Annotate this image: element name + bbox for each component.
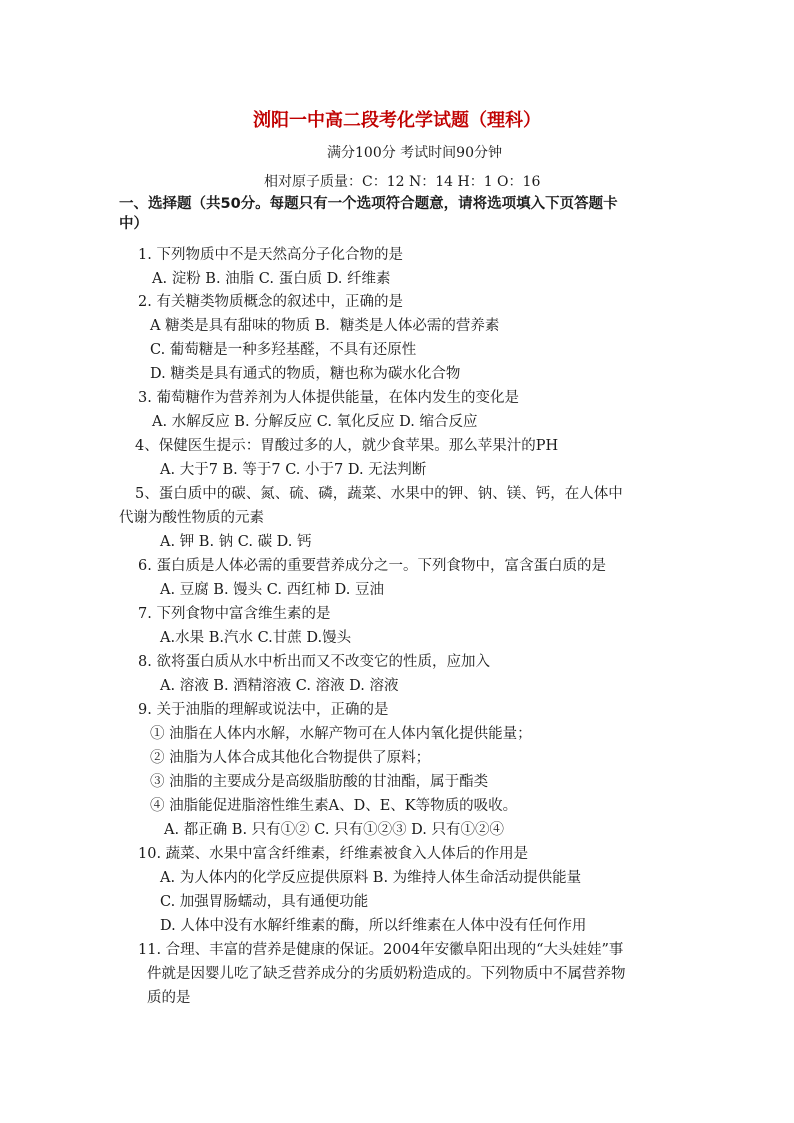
question-11-stem-line2: 件就是因婴儿吃了缺乏营养成分的劣质奶粉造成的。下列物质中不属营养物 bbox=[147, 966, 626, 982]
question-9-statement-2: ② 油脂为人体合成其他化合物提供了原料； bbox=[150, 750, 431, 766]
question-8-stem: 8. 欲将蛋白质从水中析出而又不改变它的性质，应加入 bbox=[138, 654, 490, 670]
question-3-stem: 3. 葡萄糖作为营养剂为人体提供能量，在体内发生的变化是 bbox=[138, 390, 519, 406]
question-3-options: A. 水解反应 B. 分解反应 C. 氧化反应 D. 缩合反应 bbox=[152, 414, 478, 430]
question-4-options: A. 大于7 B. 等于7 C. 小于7 D. 无法判断 bbox=[160, 462, 427, 478]
question-9-stem: 9. 关于油脂的理解或说法中，正确的是 bbox=[138, 702, 389, 718]
question-5-stem-line2: 代谢为酸性物质的元素 bbox=[119, 510, 264, 526]
question-8-options: A. 溶液 B. 酒精溶液 C. 溶液 D. 溶液 bbox=[160, 678, 399, 694]
section-heading-line2: 中） bbox=[119, 216, 148, 232]
question-9-statement-3: ③ 油脂的主要成分是高级脂肪酸的甘油酯，属于酯类 bbox=[150, 774, 489, 790]
question-2-options-ab: A 糖类是具有甜味的物质 B．糖类是人体必需的营养素 bbox=[150, 318, 500, 334]
question-4-stem: 4、保健医生提示：胃酸过多的人，就少食苹果。那么苹果汁的PH bbox=[135, 438, 559, 454]
question-2-stem: 2. 有关糖类物质概念的叙述中，正确的是 bbox=[138, 294, 403, 310]
question-1-options: A. 淀粉 B. 油脂 C. 蛋白质 D. 纤维素 bbox=[152, 271, 391, 287]
atomic-masses-info: 相对原子质量：C：12 N：14 H：1 O：16 bbox=[264, 174, 541, 190]
question-6-options: A. 豆腐 B. 馒头 C. 西红柿 D. 豆油 bbox=[160, 582, 385, 598]
question-6-stem: 6. 蛋白质是人体必需的重要营养成分之一。下列食物中，富含蛋白质的是 bbox=[138, 558, 606, 574]
question-9-options: A. 都正确 B. 只有①② C. 只有①②③ D. 只有①②④ bbox=[164, 822, 505, 838]
question-10-option-d: D. 人体中没有水解纤维素的酶，所以纤维素在人体中没有任何作用 bbox=[160, 918, 587, 934]
question-9-statement-1: ① 油脂在人体内水解，水解产物可在人体内氧化提供能量； bbox=[150, 726, 532, 742]
question-2-option-c: C. 葡萄糖是一种多羟基醛，不具有还原性 bbox=[150, 342, 417, 358]
question-5-options: A. 钾 B. 钠 C. 碳 D. 钙 bbox=[160, 534, 312, 550]
question-11-stem-line3: 质的是 bbox=[147, 990, 191, 1006]
question-10-stem: 10. 蔬菜、水果中富含纤维素，纤维素被食入人体后的作用是 bbox=[138, 846, 529, 862]
question-7-options: A.水果 B.汽水 C.甘蔗 D.馒头 bbox=[160, 630, 352, 646]
question-5-stem-line1: 5、蛋白质中的碳、氮、硫、磷，蔬菜、水果中的钾、钠、镁、钙，在人体中 bbox=[135, 486, 623, 502]
question-9-statement-4: ④ 油脂能促进脂溶性维生素A、D、E、K等物质的吸收。 bbox=[150, 798, 518, 814]
question-1-stem: 1. 下列物质中不是天然高分子化合物的是 bbox=[138, 247, 403, 263]
exam-title: 浏阳一中高二段考化学试题（理科） bbox=[253, 110, 541, 131]
question-2-option-d: D. 糖类是具有通式的物质，糖也称为碳水化合物 bbox=[150, 366, 461, 382]
section-heading-line1: 一、选择题（共50分。每题只有一个选项符合题意，请将选项填入下页答题卡 bbox=[119, 196, 618, 212]
question-7-stem: 7. 下列食物中富含维生素的是 bbox=[138, 606, 331, 622]
question-11-stem-line1: 11. 合理、丰富的营养是健康的保证。2004年安徽阜阳出现的“大头娃娃”事 bbox=[138, 942, 624, 958]
question-10-option-c: C. 加强胃肠蠕动，具有通便功能 bbox=[160, 894, 369, 910]
question-10-options-ab: A. 为人体内的化学反应提供原料 B. 为维持人体生命活动提供能量 bbox=[160, 870, 582, 886]
score-time-info: 满分100分 考试时间90分钟 bbox=[327, 145, 502, 161]
